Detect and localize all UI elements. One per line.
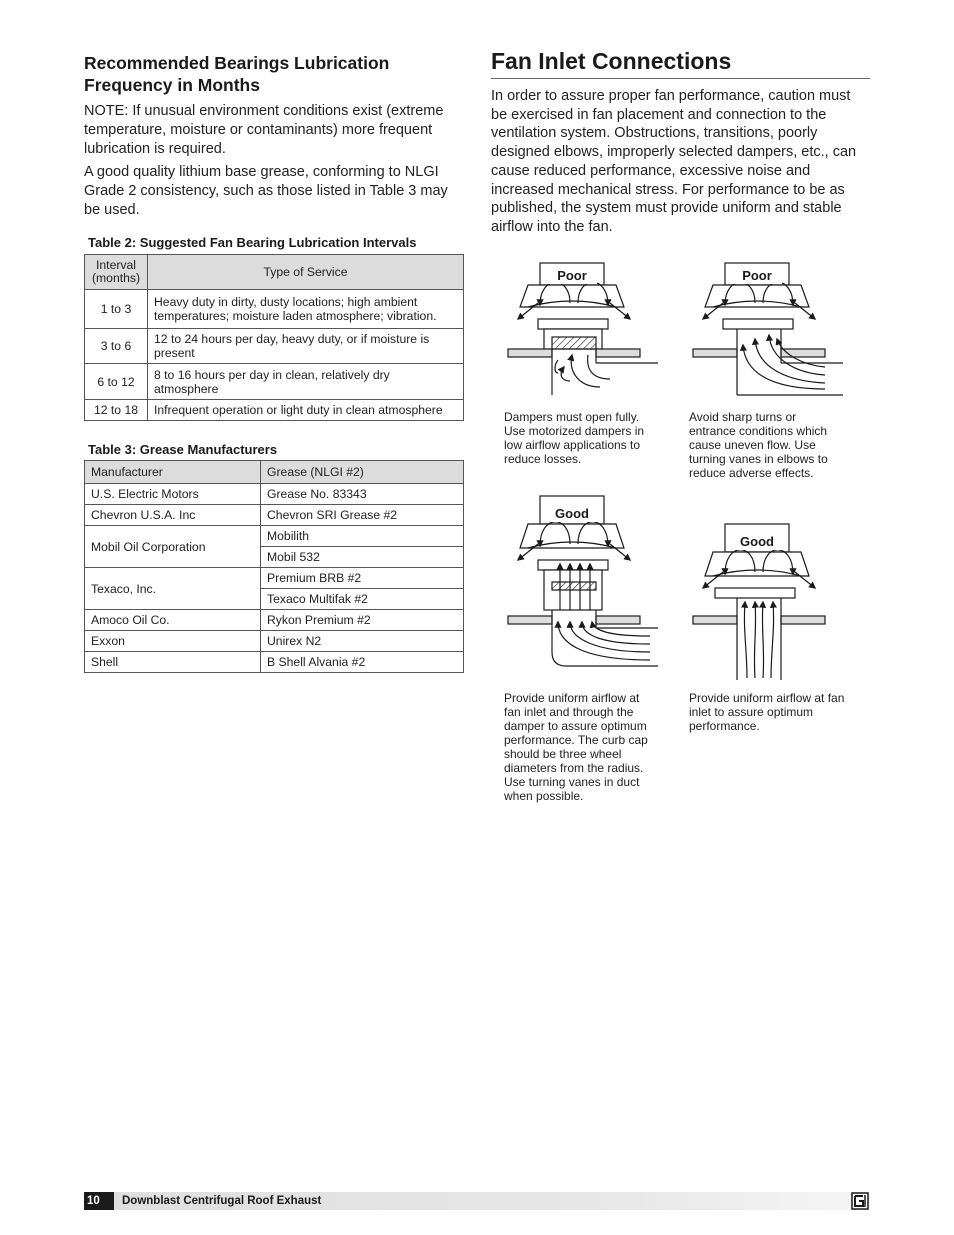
interval-cell: 1 to 3 bbox=[85, 290, 148, 329]
grease-paragraph: A good quality lithium base grease, conforming to NLGI Grade 2 consistency, such as those listed in Table 3 may be used. bbox=[84, 164, 448, 218]
grease-cell: Mobilith bbox=[261, 526, 464, 547]
table2-header-interval: Interval (months) bbox=[85, 255, 148, 290]
fan-inlet-intro: In order to assure proper fan performance, caution must be exercised in fan placement and connection to the ventilation system. Obstructions, transitions, poorly designed elbows, improperly selected dampers, etc., can cause reduced performance, excessive noise and increased mechanical stress. For performance to be as published, the system must provide uniform and stable airflow into the fan. bbox=[491, 88, 857, 235]
diagram-poor-damper bbox=[500, 255, 665, 405]
lubrication-intervals-table bbox=[84, 254, 464, 421]
lubrication-note: NOTE: If unusual environment conditions exist (extreme temperature, moisture or contaminants) more frequent lubrication is required. bbox=[84, 103, 444, 157]
footer-bar bbox=[84, 1192, 870, 1210]
grease-cell: B Shell Alvania #2 bbox=[261, 652, 464, 673]
table-row bbox=[85, 652, 464, 673]
manufacturer-cell: Texaco, Inc. bbox=[85, 568, 261, 610]
diagram-label: Good bbox=[740, 534, 774, 549]
diagram-label: Poor bbox=[557, 268, 587, 283]
table3-header-grease: Grease (NLGI #2) bbox=[261, 461, 464, 484]
lubrication-heading: Recommended Bearings Lubrication Frequency in Months bbox=[84, 53, 390, 95]
table3-caption: Table 3: Grease Manufacturers bbox=[88, 442, 278, 457]
table-row bbox=[85, 526, 464, 547]
page-number: 10 bbox=[84, 1192, 114, 1210]
grease-cell: Texaco Multifak #2 bbox=[261, 589, 464, 610]
manufacturer-cell: Shell bbox=[85, 652, 261, 673]
grease-cell: Unirex N2 bbox=[261, 631, 464, 652]
table-row bbox=[85, 400, 464, 421]
diagram-caption: Provide uniform airflow at fan inlet to assure optimum performance. bbox=[689, 691, 845, 733]
grease-cell: Premium BRB #2 bbox=[261, 568, 464, 589]
manufacturer-cell: U.S. Electric Motors bbox=[85, 484, 261, 505]
service-cell: Infrequent operation or light duty in clean atmosphere bbox=[148, 400, 464, 421]
manufacturer-cell: Mobil Oil Corporation bbox=[85, 526, 261, 568]
diagram-caption: Dampers must open fully. Use motorized dampers in low airflow applications to reduce losses. bbox=[504, 410, 645, 466]
grease-manufacturers-table bbox=[84, 460, 464, 673]
interval-cell: 12 to 18 bbox=[85, 400, 148, 421]
table-row bbox=[85, 290, 464, 329]
service-cell: Heavy duty in dirty, dusty locations; high ambient temperatures; moisture laden atmosphere; vibration. bbox=[148, 290, 464, 329]
diagram-poor-elbow bbox=[685, 255, 850, 405]
table-row bbox=[85, 610, 464, 631]
table-row bbox=[85, 364, 464, 400]
grease-cell: Mobil 532 bbox=[261, 547, 464, 568]
manufacturer-cell: Exxon bbox=[85, 631, 261, 652]
table2-header-service: Type of Service bbox=[148, 255, 464, 290]
diagram-caption: Avoid sharp turns or entrance conditions which cause uneven flow. Use turning vanes in elbows to reduce adverse effects. bbox=[689, 410, 828, 480]
table3-header-manufacturer: Manufacturer bbox=[85, 461, 261, 484]
grease-cell: Grease No. 83343 bbox=[261, 484, 464, 505]
diagram-label: Poor bbox=[742, 268, 772, 283]
interval-cell: 3 to 6 bbox=[85, 329, 148, 364]
manufacturer-cell: Amoco Oil Co. bbox=[85, 610, 261, 631]
table2-caption: Table 2: Suggested Fan Bearing Lubrication Intervals bbox=[88, 235, 417, 250]
service-cell: 12 to 24 hours per day, heavy duty, or if moisture is present bbox=[148, 329, 464, 364]
footer-title: Downblast Centrifugal Roof Exhaust bbox=[122, 1195, 322, 1207]
grease-cell: Rykon Premium #2 bbox=[261, 610, 464, 631]
grease-cell: Chevron SRI Grease #2 bbox=[261, 505, 464, 526]
service-cell: 8 to 16 hours per day in clean, relatively dry atmosphere bbox=[148, 364, 464, 400]
table-row bbox=[85, 631, 464, 652]
diagram-label: Good bbox=[555, 506, 589, 521]
diagram-caption: Provide uniform airflow at fan inlet and through the damper to assure optimum performance. The curb cap should be three wheel diameters from the radius. Use turning vanes in duct when possible. bbox=[504, 691, 648, 803]
manufacturer-cell: Chevron U.S.A. Inc bbox=[85, 505, 261, 526]
interval-cell: 6 to 12 bbox=[85, 364, 148, 400]
table-row bbox=[85, 505, 464, 526]
table-row bbox=[85, 568, 464, 589]
diagram-good-damper bbox=[500, 492, 665, 672]
company-logo-icon bbox=[851, 1192, 869, 1210]
table-row bbox=[85, 329, 464, 364]
diagram-good-uniform bbox=[685, 520, 850, 685]
fan-inlet-heading: Fan Inlet Connections bbox=[491, 48, 870, 79]
table-row bbox=[85, 484, 464, 505]
